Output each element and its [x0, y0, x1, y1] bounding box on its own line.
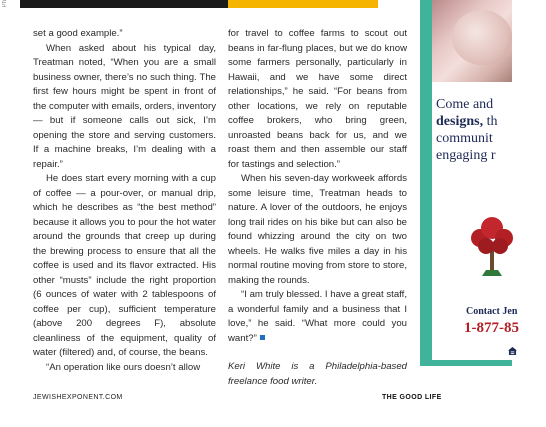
- ad-panel: [432, 0, 519, 360]
- ad-line: designs, th: [436, 114, 498, 129]
- paragraph: [228, 288, 407, 346]
- paragraph: set a good example.”: [33, 28, 123, 39]
- ad-line: engaging r: [436, 148, 496, 163]
- photo-credit: Ph: [2, 0, 8, 8]
- ad-contact: Contact Jen: [466, 306, 518, 317]
- ad-photo: [432, 0, 512, 82]
- article-column-left: [33, 27, 216, 375]
- ad-line: Come and: [436, 97, 494, 112]
- paragraph: “An operation like ours doesn’t allow: [46, 361, 201, 373]
- paragraph: When asked about his typical day, Treatman noted, “When you are a small business owner, there’s no such thing. The first few hours might be spent in front of the computer with emails, orders, inventory — but if someone calls out sick, I’m opening the store and serving customers. If a machine breaks, I’m dealing with a repair.”: [33, 42, 216, 170]
- footer-site-link[interactable]: JEWISHEXPONENT.COM: [33, 394, 123, 401]
- footer-section-name: THE GOOD LIFE: [382, 394, 442, 401]
- header-bar-accent: [228, 0, 378, 8]
- equal-housing-icon: [508, 347, 517, 355]
- pillow-image: [452, 10, 512, 65]
- article-column-right: [228, 27, 407, 389]
- advertisement[interactable]: [420, 0, 519, 366]
- paragraph: for travel to coffee farms to scout out beans in far-flung places, but we do know some farmers personally, particularly in Hawaii, and we have some direct relationships,” he said. “For beans from other locations, we rely on reputable coffee brokers, who bring green, unroasted beans back for us, and we roast them and then assemble our staff for tastings and selection.”: [228, 28, 407, 170]
- end-mark-icon: [260, 335, 265, 340]
- ad-phone[interactable]: 1-877-85: [464, 320, 519, 336]
- paragraph: When his seven-day workweek affords some leisure time, Treatman heads to nature. A lover of the outdoors, he enjoys long trail rides on his bike but can also be found whizzing around the city on two wheels. He walks five miles a day in his normal routine moving from store to store, making the rounds.: [228, 173, 407, 286]
- author-byline: Keri White is a Philadelphia-based freelance food writer.: [228, 361, 407, 387]
- closing-quote: “I am truly blessed. I have a great staff, a wonderful family and a business that I love,” he said. “What more could you want?”: [228, 289, 407, 344]
- tree-logo-icon: [462, 212, 522, 282]
- ad-headline: [436, 96, 546, 164]
- paragraph: He does start every morning with a cup of coffee — a pour-over, or manual drip, which he describes as “the best method” because it allows you to pour the hot water around the grounds that creep up during the brewing process to ensure that all the coffee is used and its flavor extracted. His other “musts” include the right proportion (6 ounces of water with 2 tablespoons of coffee per cup), sufficient temperature (above 200 degrees F), absolute cleanliness of the equipment, quality of water (filtered) and, of course, the beans.: [33, 173, 216, 358]
- ad-line: communit: [436, 131, 493, 146]
